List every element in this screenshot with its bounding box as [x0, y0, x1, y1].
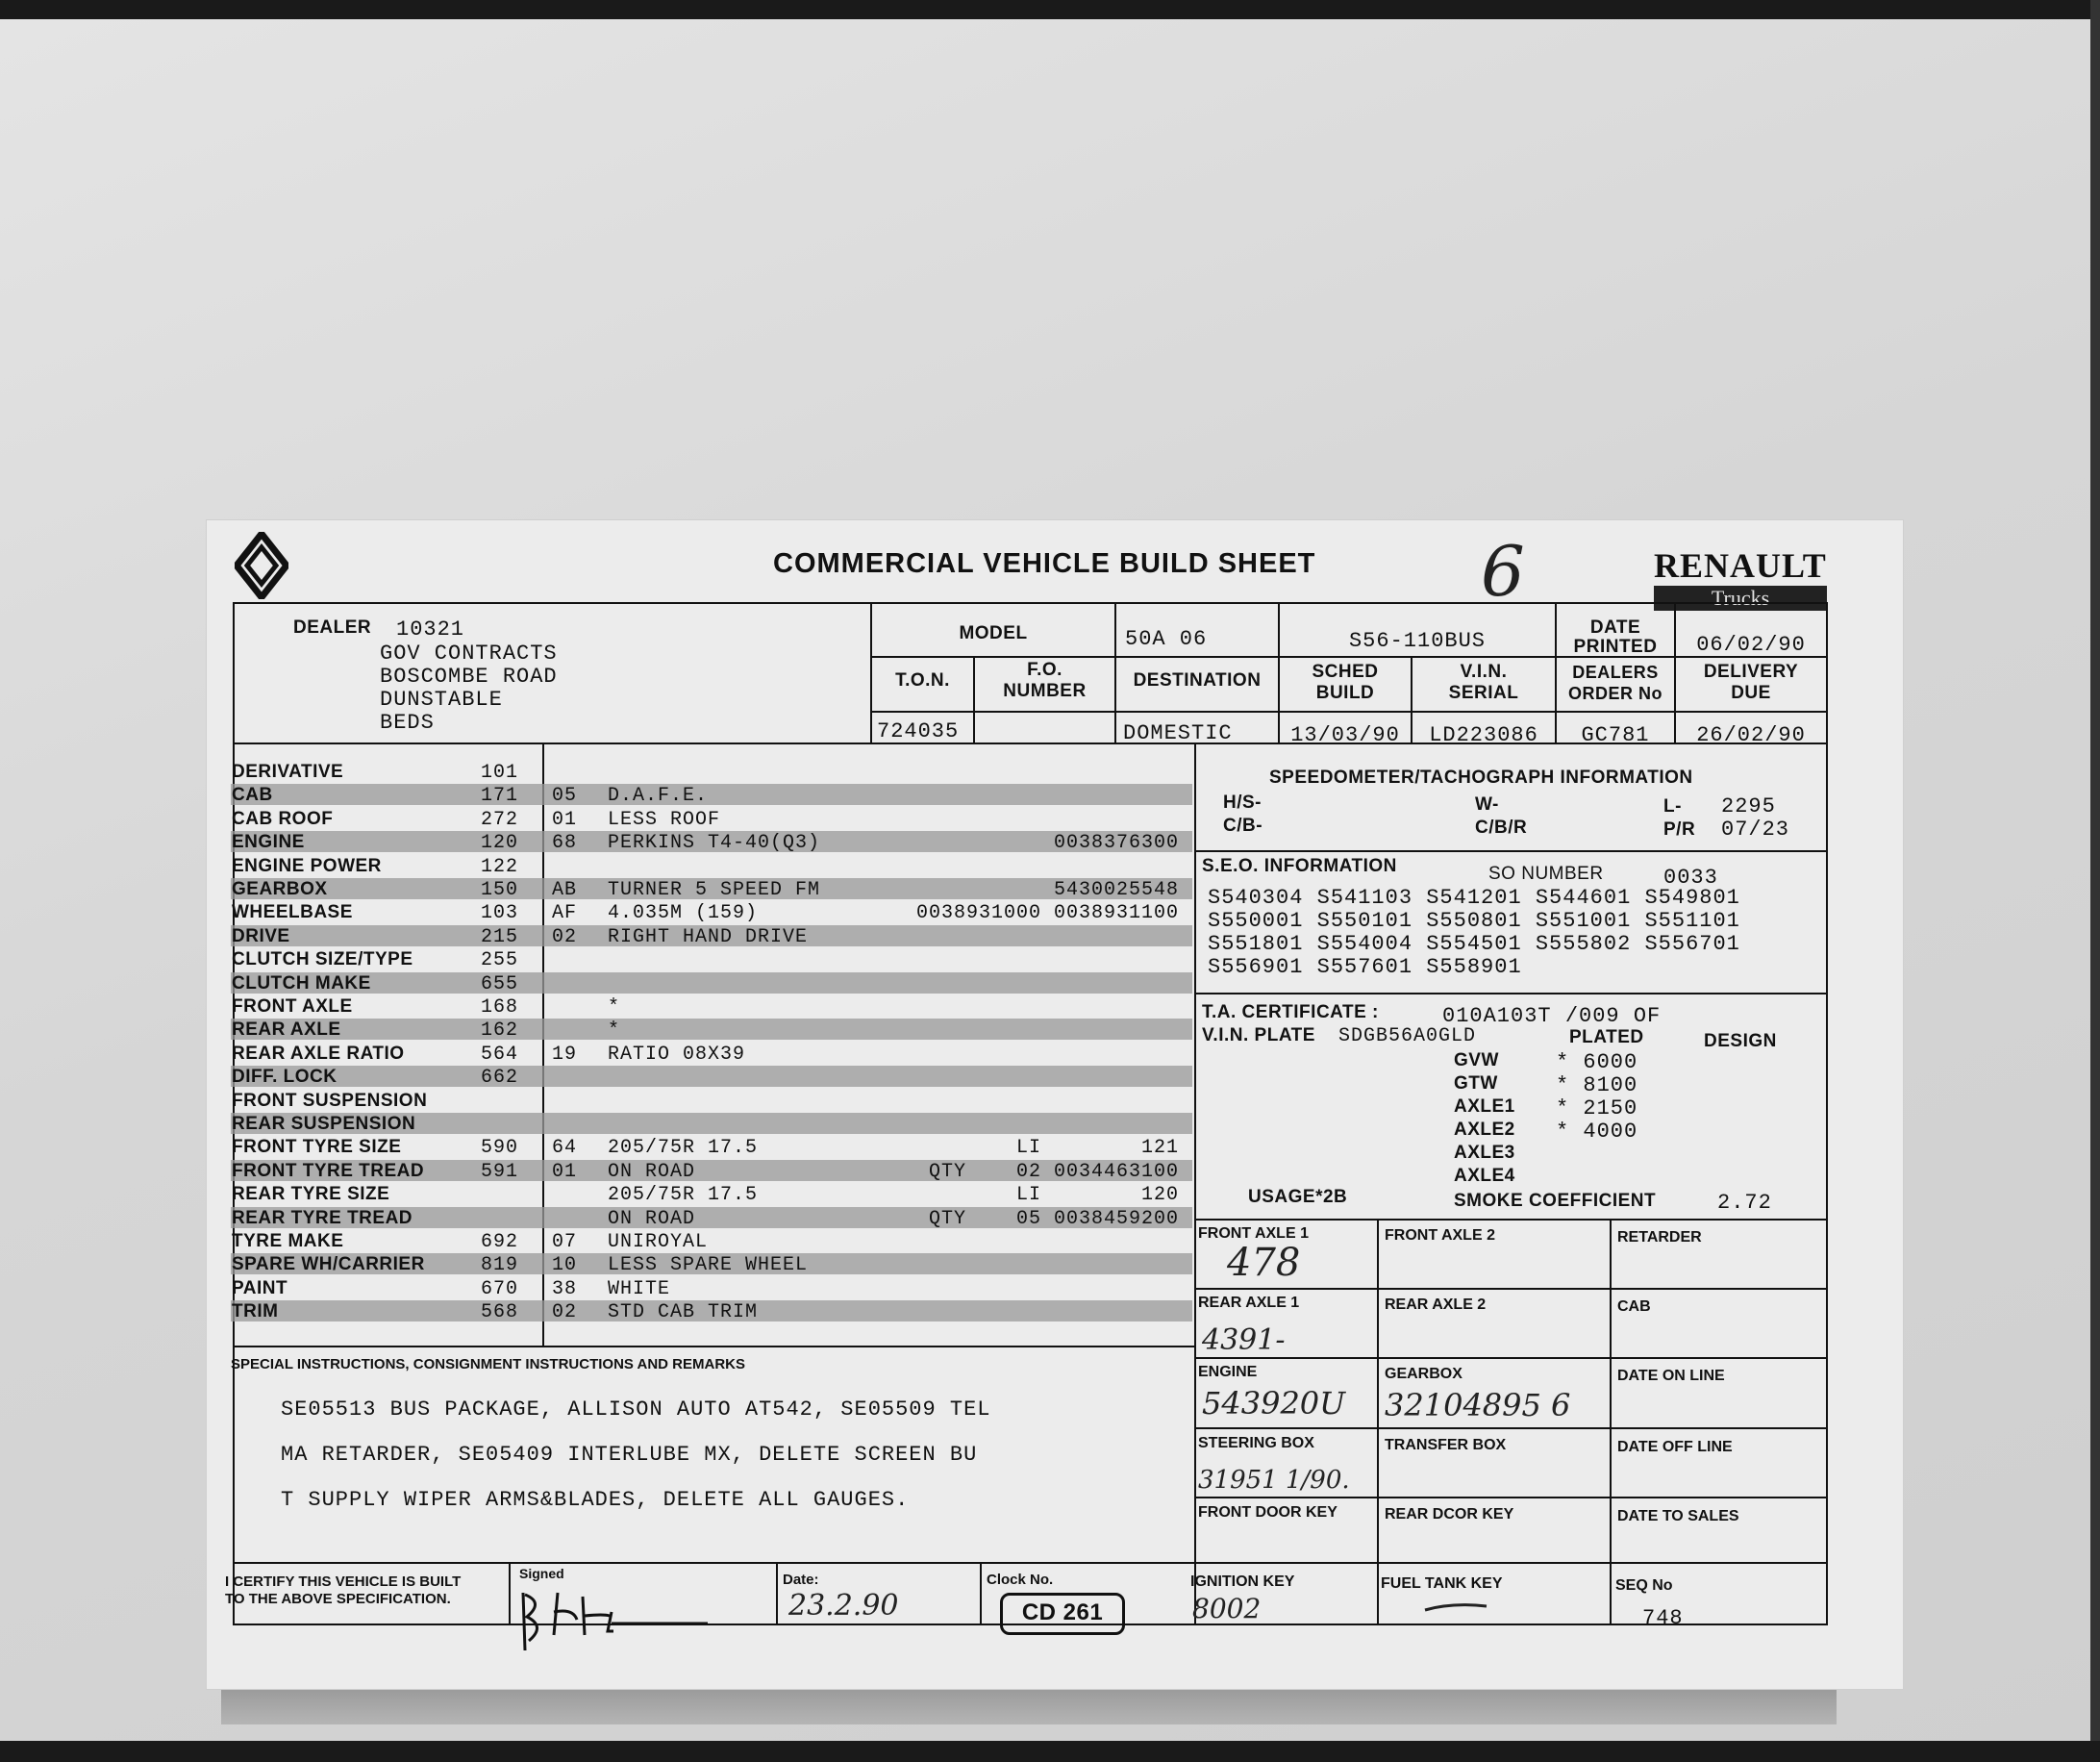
- spec-label: REAR TYRE TREAD: [232, 1207, 413, 1228]
- spec-label: REAR AXLE: [232, 1019, 341, 1041]
- spec-label: FRONT TYRE TREAD: [232, 1160, 425, 1181]
- dealers-order-value: GC781: [1581, 723, 1650, 747]
- weight-value: * 8100: [1556, 1073, 1638, 1097]
- ignition-key-value: 8002: [1192, 1593, 1262, 1624]
- dealer-address: [380, 642, 558, 735]
- spec-code: 215: [481, 925, 519, 948]
- spec-label: FRONT AXLE: [232, 996, 353, 1017]
- ta-cert-label: T.A. CERTIFICATE :: [1202, 1002, 1379, 1022]
- spec-description: PERKINS T4-40(Q3): [608, 832, 821, 855]
- special-instructions-title: SPECIAL INSTRUCTIONS, CONSIGNMENT INSTRUCTIONS AND REMARKS: [231, 1356, 746, 1372]
- spec-label: FRONT SUSPENSION: [232, 1090, 428, 1111]
- spec-label: DIFF. LOCK: [232, 1067, 338, 1088]
- cab-label: CAB: [1617, 1298, 1651, 1315]
- spec-description: 4.035M (159): [608, 902, 759, 925]
- date-on-line-label: DATE ON LINE: [1617, 1368, 1725, 1384]
- certify-text: [225, 1573, 461, 1608]
- model-value: 50A 06: [1125, 627, 1208, 651]
- spec-label: DERIVATIVE: [232, 762, 344, 782]
- seq-no-value: 748: [1642, 1606, 1684, 1630]
- spec-option: 38: [552, 1277, 578, 1300]
- spec-option: 01: [552, 1160, 578, 1183]
- spec-description: LESS SPARE WHEEL: [608, 1254, 809, 1277]
- gearbox-label: GEARBOX: [1385, 1366, 1462, 1382]
- gearbox-value: 32104895 6: [1385, 1387, 1571, 1423]
- design-label: DESIGN: [1704, 1031, 1777, 1051]
- spec-code: 255: [481, 949, 519, 972]
- special-line: SE05513 BUS PACKAGE, ALLISON AUTO AT542, SE05509 TEL: [281, 1397, 991, 1422]
- dealers-order-label: [1556, 662, 1675, 704]
- speedo-title: SPEEDOMETER/TACHOGRAPH INFORMATION: [1269, 768, 1693, 788]
- so-number-value: 0033: [1663, 866, 1718, 890]
- dealers-label-1: DEALERS: [1572, 663, 1659, 682]
- spec-code: 692: [481, 1231, 519, 1253]
- model-desc: S56-110BUS: [1348, 629, 1487, 653]
- spec-label: FRONT TYRE SIZE: [232, 1137, 402, 1158]
- spec-option: 07: [552, 1231, 578, 1253]
- spec-code: 670: [481, 1277, 519, 1300]
- spec-code: 662: [481, 1067, 519, 1090]
- ta-cert-value: 010A103T /009 OF: [1442, 1004, 1662, 1028]
- spec-code: 819: [481, 1254, 519, 1277]
- sched-label-1: SCHED: [1312, 662, 1379, 682]
- delivery-label-1: DELIVERY: [1703, 662, 1799, 682]
- spec-label: TRIM: [232, 1301, 279, 1322]
- seo-line: S551801 S554004 S554501 S555802 S556701: [1208, 932, 1740, 956]
- dealer-address-line: BEDS: [380, 711, 435, 735]
- ton-value: 724035: [877, 719, 960, 743]
- spec-option: AB: [552, 879, 578, 901]
- spec-option: 05: [552, 785, 578, 808]
- speedo-cbr-label: C/B/R: [1475, 818, 1528, 838]
- spec-option: 64: [552, 1137, 578, 1160]
- fuel-tank-key-scribble: [1423, 1600, 1490, 1614]
- spec-description: STD CAB TRIM: [608, 1301, 759, 1324]
- certify-line-2: TO THE ABOVE SPECIFICATION.: [225, 1591, 451, 1607]
- delivery-due-label: [1675, 662, 1827, 704]
- spec-code: 590: [481, 1137, 519, 1160]
- plated-label: PLATED: [1569, 1027, 1644, 1047]
- spec-label: CLUTCH MAKE: [232, 972, 371, 994]
- speedo-hs-label: H/S-: [1223, 793, 1262, 813]
- spec-code: 171: [481, 785, 519, 808]
- weight-label: AXLE2: [1454, 1120, 1515, 1140]
- weight-value: * 2150: [1556, 1096, 1638, 1120]
- spec-label: WHEELBASE: [232, 902, 353, 923]
- spec-label: CLUTCH SIZE/TYPE: [232, 949, 413, 970]
- fuel-tank-key-label: FUEL TANK KEY: [1381, 1575, 1503, 1592]
- date-printed-label-1: DATE: [1589, 617, 1641, 638]
- speedo-w-label: W-: [1475, 794, 1499, 815]
- sched-build-value: 13/03/90: [1290, 723, 1400, 747]
- spec-label: TYRE MAKE: [232, 1231, 344, 1251]
- date-to-sales-label: DATE TO SALES: [1617, 1508, 1739, 1524]
- vin-plate-label: V.I.N. PLATE: [1202, 1025, 1315, 1045]
- spec-option: 01: [552, 808, 578, 831]
- weight-label: AXLE3: [1454, 1143, 1515, 1163]
- brand-sub: Trucks: [1654, 586, 1827, 611]
- spec-row-band: [231, 972, 1192, 994]
- front-door-key-label: FRONT DOOR KEY: [1198, 1504, 1338, 1521]
- spec-label: DRIVE: [232, 925, 290, 946]
- ignition-key-label: IGNITION KEY: [1190, 1573, 1295, 1590]
- spec-label: ENGINE: [232, 832, 305, 853]
- spec-code: 655: [481, 972, 519, 995]
- spec-code: 120: [481, 832, 519, 855]
- model-label: MODEL: [959, 623, 1028, 643]
- destination-value: DOMESTIC: [1123, 721, 1233, 745]
- spec-extra: QTY 02 0034463100: [928, 1160, 1179, 1183]
- weight-label: GVW: [1454, 1050, 1499, 1070]
- dealer-address-line: DUNSTABLE: [380, 688, 503, 712]
- weight-value: * 6000: [1556, 1050, 1638, 1074]
- weight-label: GTW: [1454, 1073, 1498, 1094]
- spec-code: 150: [481, 879, 519, 901]
- spec-row-band: [231, 784, 1192, 808]
- spec-description: D.A.F.E.: [608, 785, 709, 808]
- spec-label: PAINT: [232, 1277, 288, 1298]
- steering-box-value: 31951 1/90.: [1198, 1466, 1350, 1495]
- steering-box-label: STEERING BOX: [1198, 1435, 1314, 1451]
- usage-code: USAGE*2B: [1248, 1187, 1348, 1207]
- date-value: 23.2.90: [788, 1589, 899, 1623]
- spec-code: 122: [481, 855, 519, 878]
- dealer-code: 10321: [396, 617, 465, 642]
- spec-description: 205/75R 17.5: [608, 1137, 759, 1160]
- spec-extra: 0038376300: [1053, 832, 1179, 855]
- speedo-pr-label: P/R: [1663, 819, 1696, 840]
- ton-label: T.O.N.: [895, 670, 950, 691]
- spec-option: 19: [552, 1043, 578, 1066]
- spec-option: 02: [552, 925, 578, 948]
- seo-line: S550001 S550101 S550801 S551001 S551101: [1208, 909, 1740, 933]
- seo-title: S.E.O. INFORMATION: [1202, 856, 1397, 876]
- date-printed-label: [1556, 618, 1675, 657]
- spec-description: RIGHT HAND DRIVE: [608, 925, 809, 948]
- date-printed: 06/02/90: [1696, 633, 1806, 657]
- spec-description: ON ROAD: [608, 1160, 696, 1183]
- spec-code: 103: [481, 902, 519, 925]
- sheet-title: COMMERCIAL VEHICLE BUILD SHEET: [773, 548, 1316, 579]
- smoke-value: 2.72: [1717, 1191, 1772, 1215]
- seo-codes: [1208, 887, 1740, 979]
- spec-extra: 5430025548: [1053, 879, 1179, 901]
- signature: [515, 1573, 717, 1660]
- sched-build-label: [1279, 662, 1412, 704]
- retarder-label: RETARDER: [1617, 1229, 1702, 1246]
- date-label: Date:: [783, 1572, 819, 1588]
- vin-serial-label: [1412, 662, 1556, 704]
- spec-row-band: [231, 1066, 1192, 1090]
- rear-axle-1-label: REAR AXLE 1: [1198, 1295, 1300, 1311]
- rear-axle-2-label: REAR AXLE 2: [1385, 1296, 1487, 1313]
- spec-description: TURNER 5 SPEED FM: [608, 879, 821, 901]
- spec-description: ON ROAD: [608, 1207, 696, 1230]
- spec-option: 02: [552, 1301, 578, 1324]
- delivery-label-2: DUE: [1731, 683, 1771, 703]
- spec-label: CAB ROOF: [232, 808, 334, 829]
- speedo-l-value: 2295: [1721, 794, 1776, 818]
- spec-extra: QTY 05 0038459200: [928, 1207, 1179, 1230]
- spec-label: REAR AXLE RATIO: [232, 1043, 405, 1064]
- vin-label-1: V.I.N.: [1460, 662, 1508, 682]
- spec-code: 591: [481, 1160, 519, 1183]
- brand-name: RENAULT: [1654, 546, 1827, 585]
- spec-option: 68: [552, 832, 578, 855]
- signed-label: Signed: [519, 1566, 564, 1581]
- spec-code: 564: [481, 1043, 519, 1066]
- rear-axle-1-value: 4391-: [1202, 1323, 1286, 1357]
- spec-description: LESS ROOF: [608, 808, 721, 831]
- vin-label-2: SERIAL: [1448, 683, 1519, 703]
- smoke-label: SMOKE COEFFICIENT: [1454, 1191, 1657, 1211]
- spec-description: *: [608, 996, 621, 1019]
- vin-plate-value: SDGB56A0GLD: [1338, 1025, 1477, 1047]
- speedo-l-label: L-: [1663, 796, 1682, 817]
- vin-serial-value: LD223086: [1429, 723, 1538, 747]
- spec-description: UNIROYAL: [608, 1231, 709, 1253]
- fo-label-2: NUMBER: [1003, 681, 1087, 701]
- front-axle-2-label: FRONT AXLE 2: [1385, 1227, 1495, 1244]
- rear-door-key-label: REAR DCOR KEY: [1385, 1506, 1514, 1523]
- front-axle-1-label: FRONT AXLE 1: [1198, 1225, 1309, 1242]
- spec-description: 205/75R 17.5: [608, 1184, 759, 1207]
- spec-label: CAB: [232, 785, 273, 806]
- destination-label: DESTINATION: [1133, 670, 1262, 691]
- special-instructions-text: [281, 1387, 991, 1523]
- spec-row-band: [231, 1019, 1192, 1043]
- clock-no-label: Clock No.: [987, 1572, 1054, 1588]
- speedo-pr-value: 07/23: [1721, 818, 1790, 842]
- seq-no-label: SEQ No: [1615, 1577, 1673, 1594]
- spec-code: 272: [481, 808, 519, 831]
- spec-description: WHITE: [608, 1277, 671, 1300]
- date-off-line-label: DATE OFF LINE: [1617, 1439, 1733, 1455]
- dealers-label-2: ORDER No: [1568, 684, 1662, 703]
- spec-extra: 0038931000 0038931100: [915, 902, 1179, 925]
- spec-label: REAR TYRE SIZE: [232, 1184, 390, 1205]
- front-axle-1-value: 478: [1227, 1241, 1301, 1285]
- dealer-address-line: BOSCOMBE ROAD: [380, 665, 558, 689]
- spec-extra: LI 121: [1015, 1137, 1179, 1160]
- date-printed-label-2: PRINTED: [1573, 637, 1658, 657]
- certify-line-1: I CERTIFY THIS VEHICLE IS BUILT: [225, 1573, 462, 1590]
- spec-description: *: [608, 1019, 621, 1043]
- spec-code: 168: [481, 996, 519, 1019]
- weight-label: AXLE1: [1454, 1096, 1515, 1117]
- spec-label: ENGINE POWER: [232, 855, 382, 876]
- weight-label: AXLE4: [1454, 1166, 1515, 1186]
- special-line: MA RETARDER, SE05409 INTERLUBE MX, DELETE SCREEN BU: [281, 1443, 978, 1467]
- dealer-label: DEALER: [293, 617, 372, 638]
- sheet-number: 6: [1481, 531, 1525, 612]
- fo-number-label: [974, 660, 1115, 702]
- transfer-box-label: TRANSFER BOX: [1385, 1437, 1507, 1453]
- seo-line: S556901 S557601 S558901: [1208, 955, 1522, 979]
- spec-code: 568: [481, 1301, 519, 1324]
- spec-extra: LI 120: [1015, 1184, 1179, 1207]
- engine-value: 543920U: [1202, 1385, 1346, 1422]
- spec-option: AF: [552, 902, 578, 925]
- special-line: T SUPPLY WIPER ARMS&BLADES, DELETE ALL GAUGES.: [281, 1488, 910, 1512]
- engine-label: ENGINE: [1198, 1364, 1258, 1380]
- dealer-address-line: GOV CONTRACTS: [380, 642, 558, 666]
- sched-label-2: BUILD: [1315, 683, 1375, 703]
- spec-label: REAR SUSPENSION: [232, 1114, 416, 1134]
- spec-option: 10: [552, 1254, 578, 1277]
- clock-no-stamp: CD 261: [1000, 1593, 1125, 1635]
- fo-label-1: F.O.: [1027, 660, 1062, 680]
- spec-label: SPARE WH/CARRIER: [232, 1254, 425, 1275]
- delivery-due-value: 26/02/90: [1696, 723, 1806, 747]
- spec-code: 162: [481, 1019, 519, 1043]
- so-number-label: SO NUMBER: [1488, 864, 1604, 884]
- speedo-cb-label: C/B-: [1223, 816, 1263, 836]
- seo-line: S540304 S541103 S541201 S544601 S549801: [1208, 886, 1740, 910]
- spec-label: GEARBOX: [232, 879, 328, 899]
- spec-description: RATIO 08X39: [608, 1043, 746, 1066]
- weight-value: * 4000: [1556, 1120, 1638, 1144]
- spec-code: 101: [481, 762, 519, 784]
